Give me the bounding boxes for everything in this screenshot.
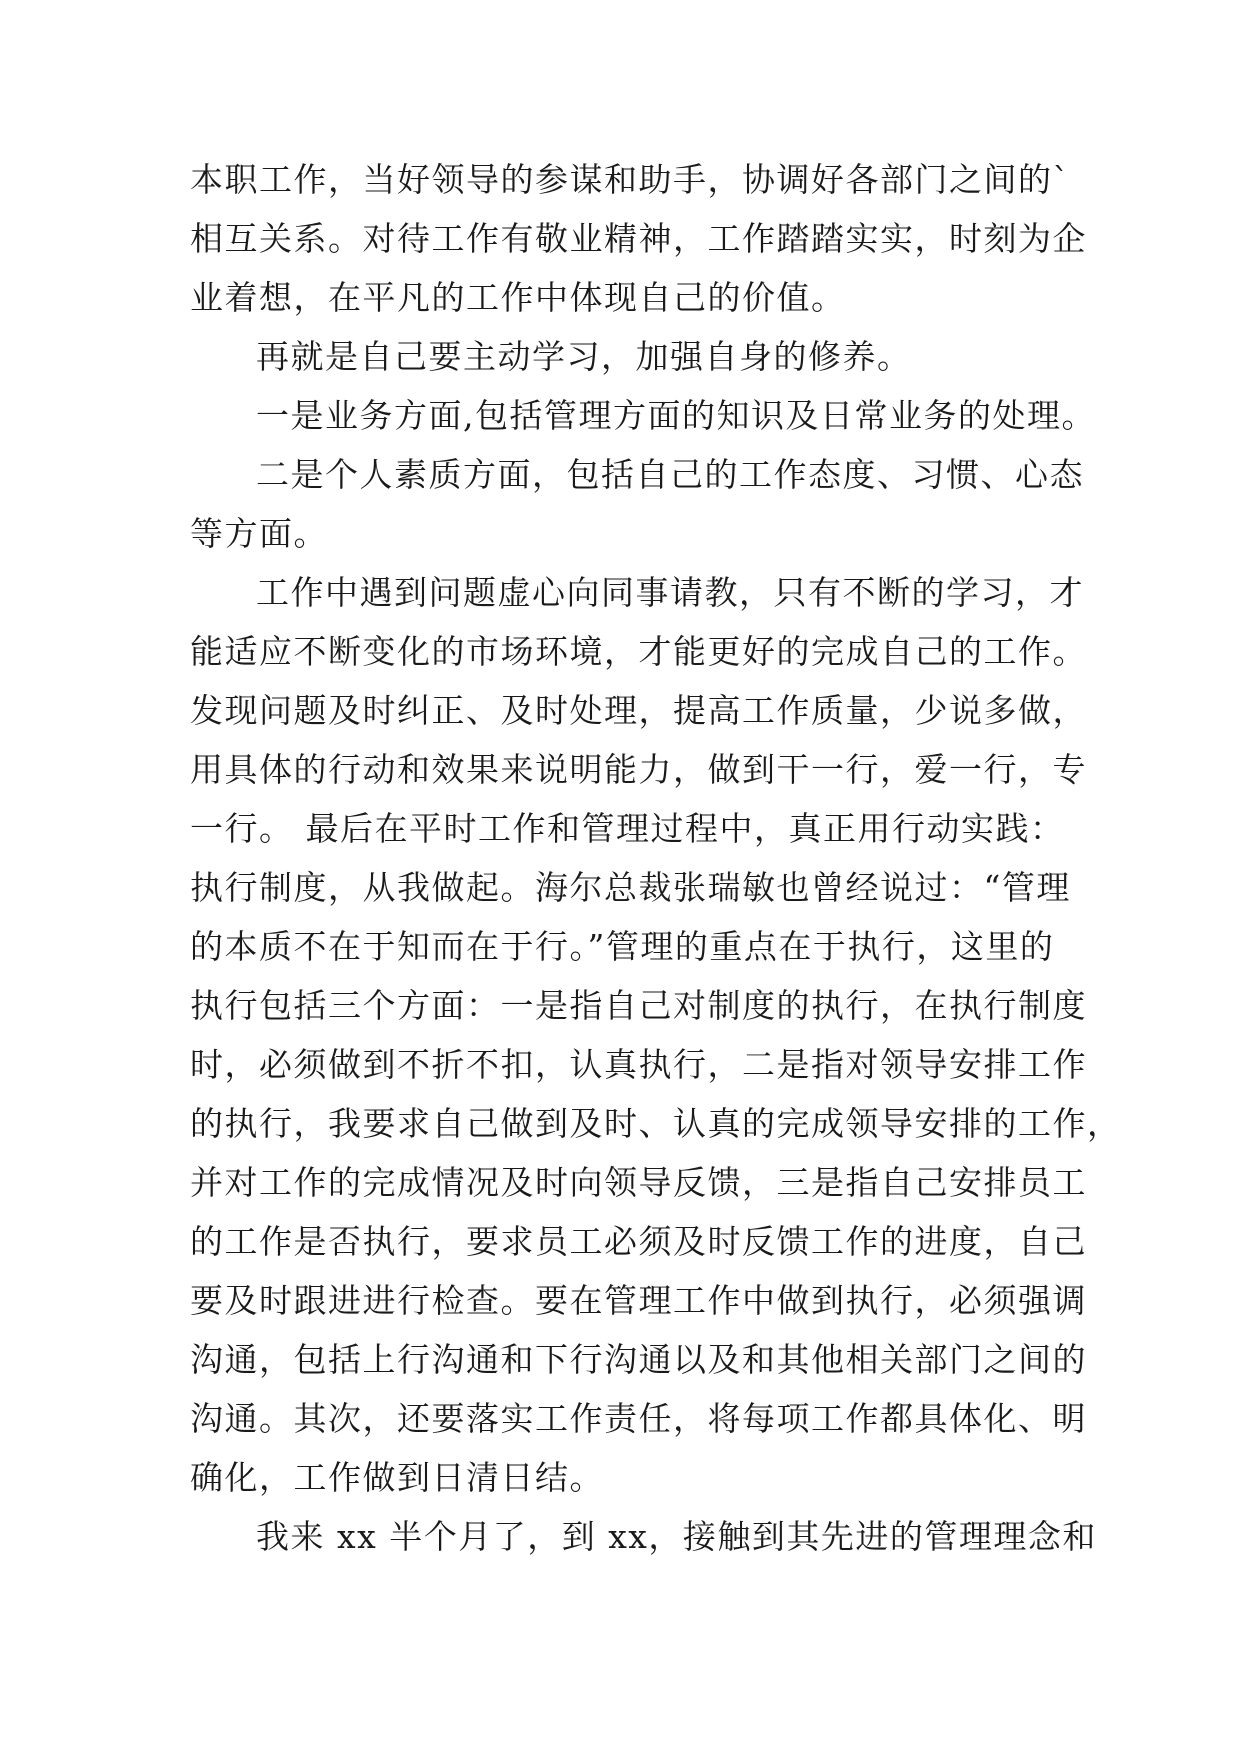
text-line: 的工作是否执行，要求员工必须及时反馈工作的进度，自己 <box>190 1222 1087 1261</box>
text-line: 相互关系。对待工作有敬业精神，工作踏踏实实，时刻为企 <box>190 219 1087 258</box>
text-line: 沟通，包括上行沟通和下行沟通以及和其他相关部门之间的 <box>190 1340 1087 1379</box>
text-line: 业着想，在平凡的工作中体现自己的价值。 <box>190 278 846 317</box>
body-text <box>190 150 1122 1566</box>
text-line: 等方面。 <box>190 514 328 553</box>
text-line: 沟通。其次，还要落实工作责任，将每项工作都具体化、明 <box>190 1399 1087 1438</box>
text-line: 时，必须做到不折不扣，认真执行，二是指对领导安排工作 <box>190 1045 1087 1084</box>
text-line: 本职工作，当好领导的参谋和助手，协调好各部门之间的` <box>190 160 1071 199</box>
text-line: 一行。 最后在平时工作和管理过程中，真正用行动实践： <box>190 809 1065 848</box>
text-line: 能适应不断变化的市场环境，才能更好的完成自己的工作。 <box>190 632 1087 671</box>
text-line: 一是业务方面,包括管理方面的知识及日常业务的处理。 <box>256 396 1096 435</box>
text-line: 工作中遇到问题虚心向同事请教，只有不断的学习，才 <box>256 573 1084 612</box>
text-line: 并对工作的完成情况及时向领导反馈，三是指自己安排员工 <box>190 1163 1087 1202</box>
text-line: 我来 xx 半个月了，到 xx，接触到其先进的管理理念和 <box>256 1517 1097 1556</box>
text-line: 用具体的行动和效果来说明能力，做到干一行，爱一行，专 <box>190 750 1087 789</box>
text-line: 要及时跟进进行检查。要在管理工作中做到执行，必须强调 <box>190 1281 1087 1320</box>
text-line: 再就是自己要主动学习，加强自身的修养。 <box>256 337 912 376</box>
text-line: 执行制度，从我做起。海尔总裁张瑞敏也曾经说过：“管理 <box>190 868 1071 907</box>
text-line: 的执行，我要求自己做到及时、认真的完成领导安排的工作， <box>190 1104 1122 1143</box>
text-line: 发现问题及时纠正、及时处理，提高工作质量，少说多做， <box>190 691 1087 730</box>
text-line: 执行包括三个方面：一是指自己对制度的执行，在执行制度 <box>190 986 1087 1025</box>
text-line: 的本质不在于知而在于行。”管理的重点在于执行，这里的 <box>190 927 1055 966</box>
text-line: 确化，工作做到日清日结。 <box>190 1458 604 1497</box>
text-line: 二是个人素质方面，包括自己的工作态度、习惯、心态 <box>256 455 1084 494</box>
